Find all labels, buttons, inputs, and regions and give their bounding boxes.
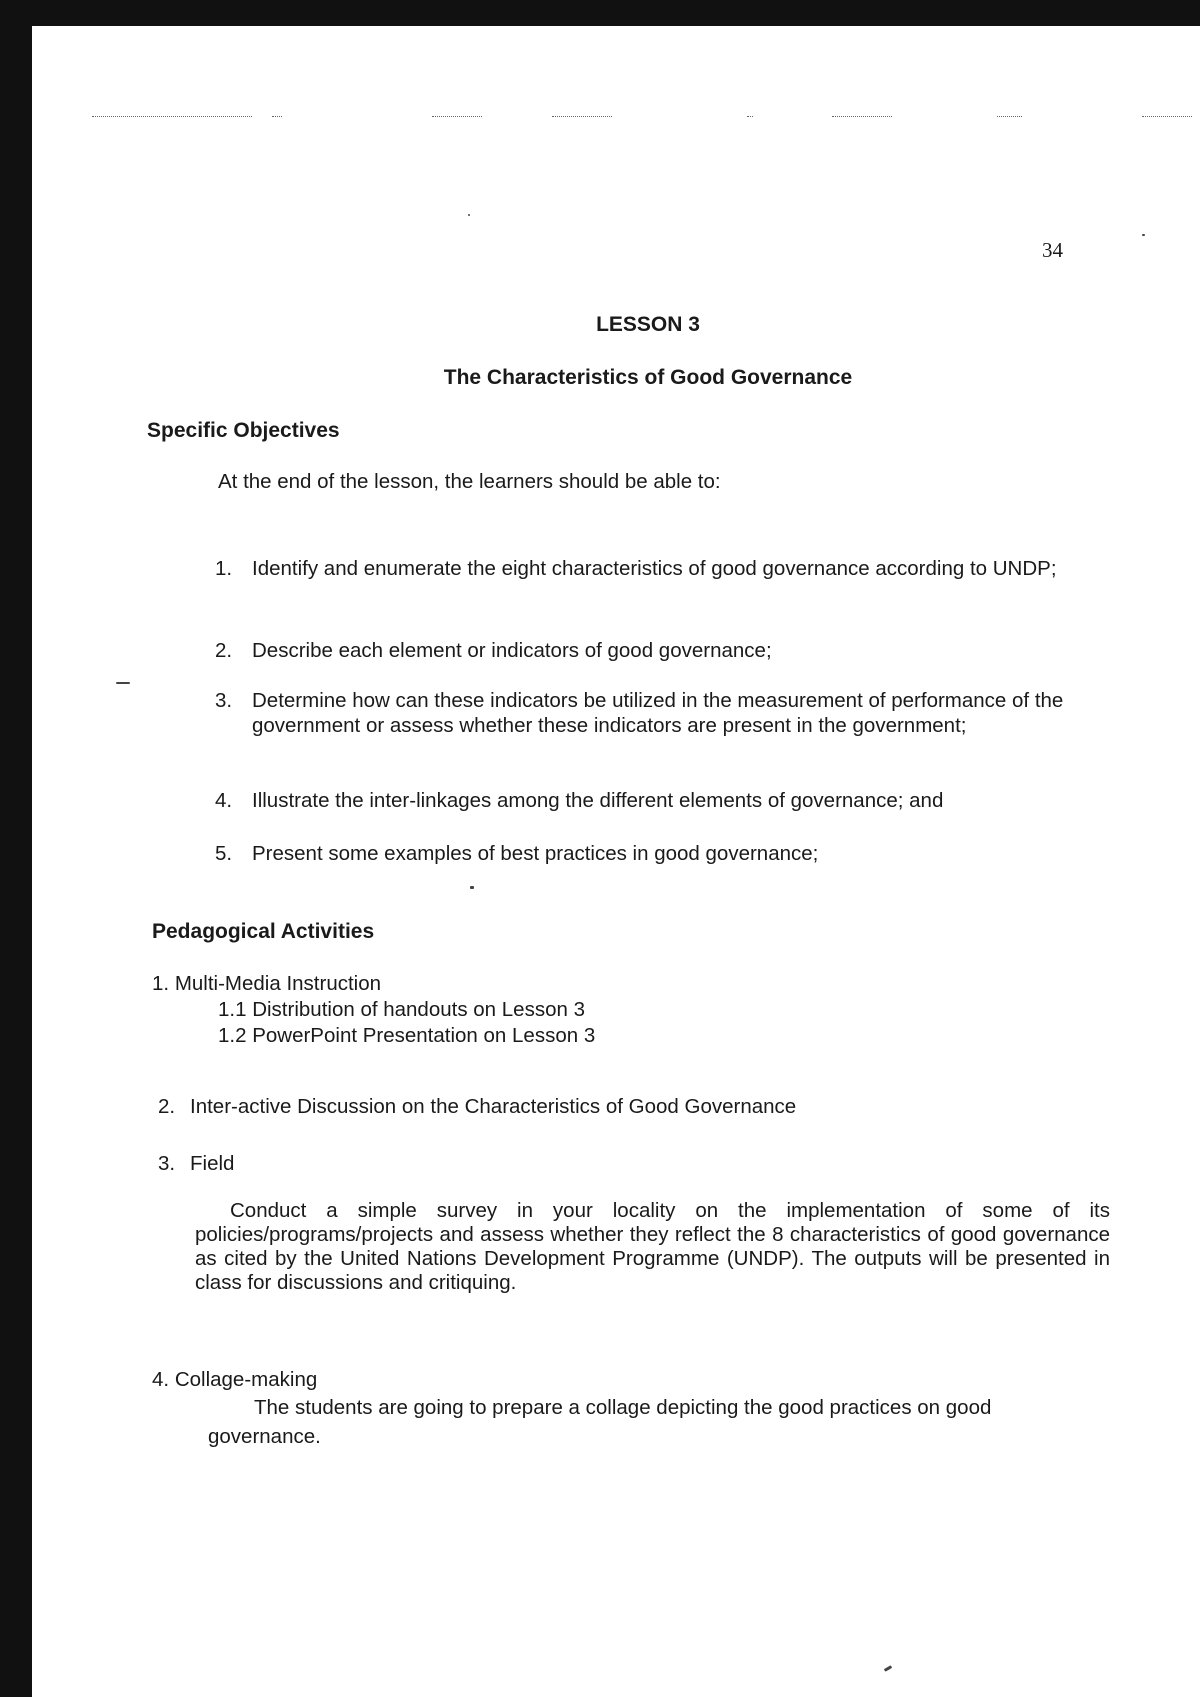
scan-noise bbox=[272, 116, 282, 117]
field-paragraph: Conduct a simple survey in your locality on the implementation of some of its policies/programs/projects and assess whether they reflect the 8 characteristics of good governance as cited by the United Nations Development Programme (UNDP). The outputs will be presented in class for discussions and critiquing. bbox=[195, 1199, 1110, 1294]
subitem-text: Distribution of handouts on Lesson 3 bbox=[252, 998, 585, 1021]
scan-noise bbox=[432, 116, 482, 117]
scan-noise bbox=[1142, 116, 1192, 117]
scan-noise bbox=[92, 116, 252, 117]
objective-text: Determine how can these indicators be utilized in the measurement of performance of the government or assess whether these indicators are present in the government; bbox=[252, 689, 1064, 737]
scan-noise bbox=[552, 116, 612, 117]
page-number: 34 bbox=[1042, 238, 1063, 262]
scan-noise bbox=[747, 116, 753, 117]
activity-label: Inter-active Discussion on the Characteristics of Good Governance bbox=[190, 1095, 797, 1118]
activities-heading: Pedagogical Activities bbox=[152, 920, 375, 943]
objective-marker: 4. bbox=[215, 789, 233, 812]
objective-item bbox=[215, 556, 1115, 606]
activity-label: Field bbox=[190, 1152, 235, 1175]
lesson-title: The Characteristics of Good Governance bbox=[443, 366, 853, 389]
objective-marker: 1. bbox=[215, 557, 233, 580]
collage-text: The students are going to prepare a collage depicting the good practices on good governance. bbox=[208, 1396, 992, 1448]
objective-marker: 2. bbox=[215, 639, 233, 662]
activity-subitem bbox=[218, 998, 585, 1022]
lesson-heading: LESSON 3 bbox=[596, 313, 700, 336]
objectives-heading: Specific Objectives bbox=[147, 419, 340, 442]
objective-item bbox=[215, 841, 1115, 866]
objective-item bbox=[215, 638, 1115, 663]
objective-text: Identify and enumerate the eight characteristics of good governance according to UNDP; bbox=[252, 557, 1057, 580]
activity-subitem bbox=[218, 1024, 595, 1048]
subitem-marker: 1.2 bbox=[218, 1024, 247, 1047]
activity-item-4 bbox=[152, 1368, 317, 1392]
scan-noise bbox=[997, 116, 1022, 117]
objective-item bbox=[215, 688, 1115, 763]
objective-text: Illustrate the inter-linkages among the different elements of governance; and bbox=[252, 789, 944, 812]
objectives-intro: At the end of the lesson, the learners should be able to: bbox=[218, 470, 721, 493]
scan-noise bbox=[468, 214, 470, 216]
activity-marker: 3. bbox=[158, 1152, 176, 1175]
objective-marker: 5. bbox=[215, 842, 233, 865]
activity-marker: 1. bbox=[152, 972, 170, 995]
objective-text: Present some examples of best practices in good governance; bbox=[252, 842, 819, 865]
activity-marker: 2. bbox=[158, 1095, 176, 1118]
activity-item-1 bbox=[152, 972, 381, 996]
activity-item-2 bbox=[158, 1095, 796, 1119]
scan-noise bbox=[116, 682, 130, 684]
scan-noise bbox=[884, 1665, 892, 1672]
activity-label: Collage-making bbox=[174, 1368, 318, 1391]
scan-noise bbox=[832, 116, 892, 117]
objective-text: Describe each element or indicators of good governance; bbox=[252, 639, 772, 662]
objective-marker: 3. bbox=[215, 689, 233, 712]
activity-marker: 4. bbox=[152, 1368, 170, 1391]
scan-noise bbox=[1142, 234, 1145, 236]
scan-noise bbox=[470, 886, 474, 889]
subitem-marker: 1.1 bbox=[218, 998, 247, 1021]
activity-label: Multi-Media Instruction bbox=[174, 972, 382, 995]
objective-item bbox=[215, 788, 1115, 813]
activity-item-3 bbox=[158, 1152, 234, 1176]
subitem-text: PowerPoint Presentation on Lesson 3 bbox=[252, 1024, 596, 1047]
document-page bbox=[32, 26, 1200, 1697]
